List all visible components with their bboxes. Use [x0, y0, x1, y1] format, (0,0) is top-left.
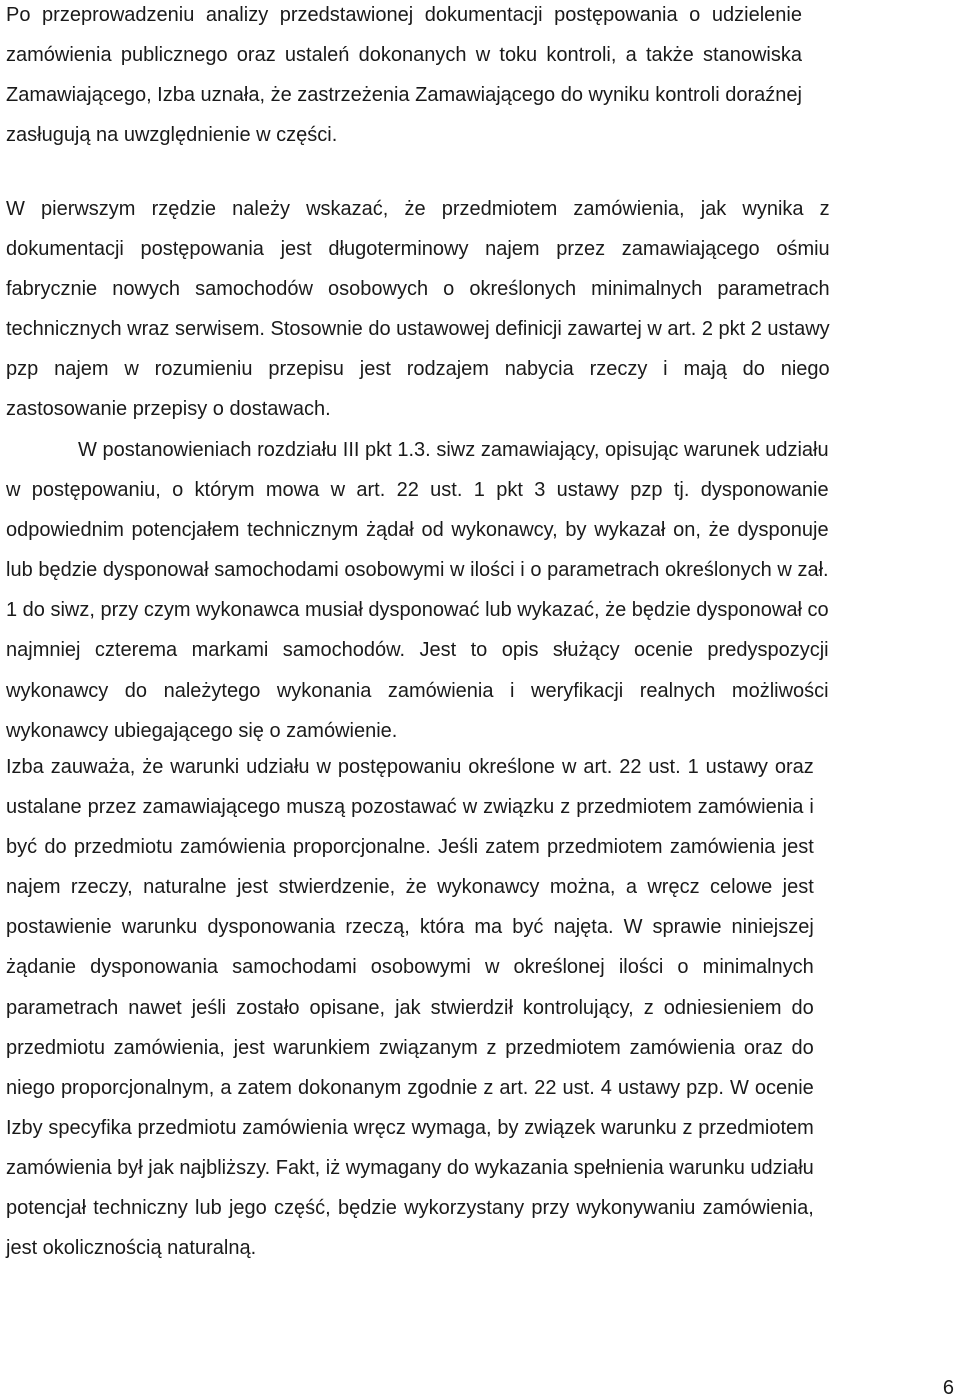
text-line: żądanie dysponowania samochodami osobowymi w określonej ilości o minimalnych — [6, 956, 814, 979]
text-line: Izby specyfika przedmiotu zamówienia wręcz wymaga, by związek warunku z przedmiotem — [6, 1116, 814, 1139]
text-line: parametrach nawet jeśli zostało opisane, jak stwierdził kontrolujący, z odniesieniem do — [6, 996, 814, 1019]
text-line: W postanowieniach rozdziału III pkt 1.3. siwz zamawiający, opisując warunek udziału — [78, 439, 829, 461]
text-line: w postępowaniu, o którym mowa w art. 22 ust. 1 pkt 3 ustawy pzp tj. dysponowanie — [6, 479, 829, 502]
paragraph-4 — [6, 747, 814, 1268]
page-number: 6 — [942, 1377, 954, 1399]
text-line: odpowiednim potencjałem technicznym żądał od wykonawcy, by wykazał on, że dysponuje — [6, 519, 829, 542]
text-line: jest okolicznością naturalną. — [6, 1237, 257, 1260]
text-line: pzp najem w rozumieniu przepisu jest rodzajem nabycia rzeczy i mają do niego — [6, 358, 830, 381]
text-line: zamówienia był jak najbliższy. Fakt, iż wymagany do wykazania spełnienia warunku udziału — [6, 1156, 814, 1179]
text-line: ustalane przez zamawiającego muszą pozostawać w związku z przedmiotem zamówienia i — [6, 796, 814, 819]
text-line: niego proporcjonalnym, a zatem dokonanym zgodnie z art. 22 ust. 4 ustawy pzp. W ocenie — [6, 1076, 814, 1099]
text-line: postawienie warunku dysponowania rzeczą, która ma być najęta. W sprawie niniejszej — [6, 916, 814, 939]
text-line: zastosowanie przepisy o dostawach. — [6, 398, 331, 421]
text-line: być do przedmiotu zamówienia proporcjonalne. Jeśli zatem przedmiotem zamówienia jest — [6, 836, 814, 859]
text-line: zasługują na uwzględnienie w części. — [6, 124, 338, 147]
text-line: technicznych wraz serwisem. Stosownie do ustawowej definicji zawartej w art. 2 pkt 2 ustawy — [6, 318, 830, 341]
text-line: W pierwszym rzędzie należy wskazać, że przedmiotem zamówienia, jak wynika z — [6, 198, 830, 220]
text-line: zamówienia publicznego oraz ustaleń dokonanych w toku kontroli, a także stanowiska — [6, 44, 802, 67]
text-line: Zamawiającego, Izba uznała, że zastrzeżenia Zamawiającego do wyniku kontroli doraźnej — [6, 84, 802, 107]
text-line: 1 do siwz, przy czym wykonawca musiał dysponować lub wykazać, że będzie dysponował co — [6, 599, 829, 622]
text-line: potencjał techniczny lub jego część, będzie wykorzystany przy wykonywaniu zamówienia, — [6, 1197, 814, 1220]
text-line: Izba zauważa, że warunki udziału w postępowaniu określone w art. 22 ust. 1 ustawy oraz — [6, 756, 814, 778]
paragraph-2 — [6, 189, 830, 430]
text-line: dokumentacji postępowania jest długoterminowy najem przez zamawiającego ośmiu — [6, 238, 830, 261]
text-line: najem rzeczy, naturalne jest stwierdzenie, że wykonawcy można, a wręcz celowe jest — [6, 876, 814, 899]
text-line: wykonawcy do należytego wykonania zamówienia i weryfikacji realnych możliwości — [6, 679, 829, 702]
text-line: fabrycznie nowych samochodów osobowych o określonych minimalnych parametrach — [6, 278, 830, 301]
text-line: lub będzie dysponował samochodami osobowymi w ilości i o parametrach określonych w zał. — [6, 559, 829, 582]
text-line: wykonawcy ubiegającego się o zamówienie. — [6, 719, 398, 742]
text-line: przedmiotu zamówienia, jest warunkiem związanym z przedmiotem zamówienia oraz do — [6, 1036, 814, 1059]
paragraph-1 — [6, 0, 802, 155]
paragraph-3 — [6, 430, 829, 751]
text-line: Po przeprowadzeniu analizy przedstawionej dokumentacji postępowania o udzielenie — [6, 4, 802, 26]
text-line: najmniej czterema markami samochodów. Jest to opis służący ocenie predyspozycji — [6, 639, 829, 662]
